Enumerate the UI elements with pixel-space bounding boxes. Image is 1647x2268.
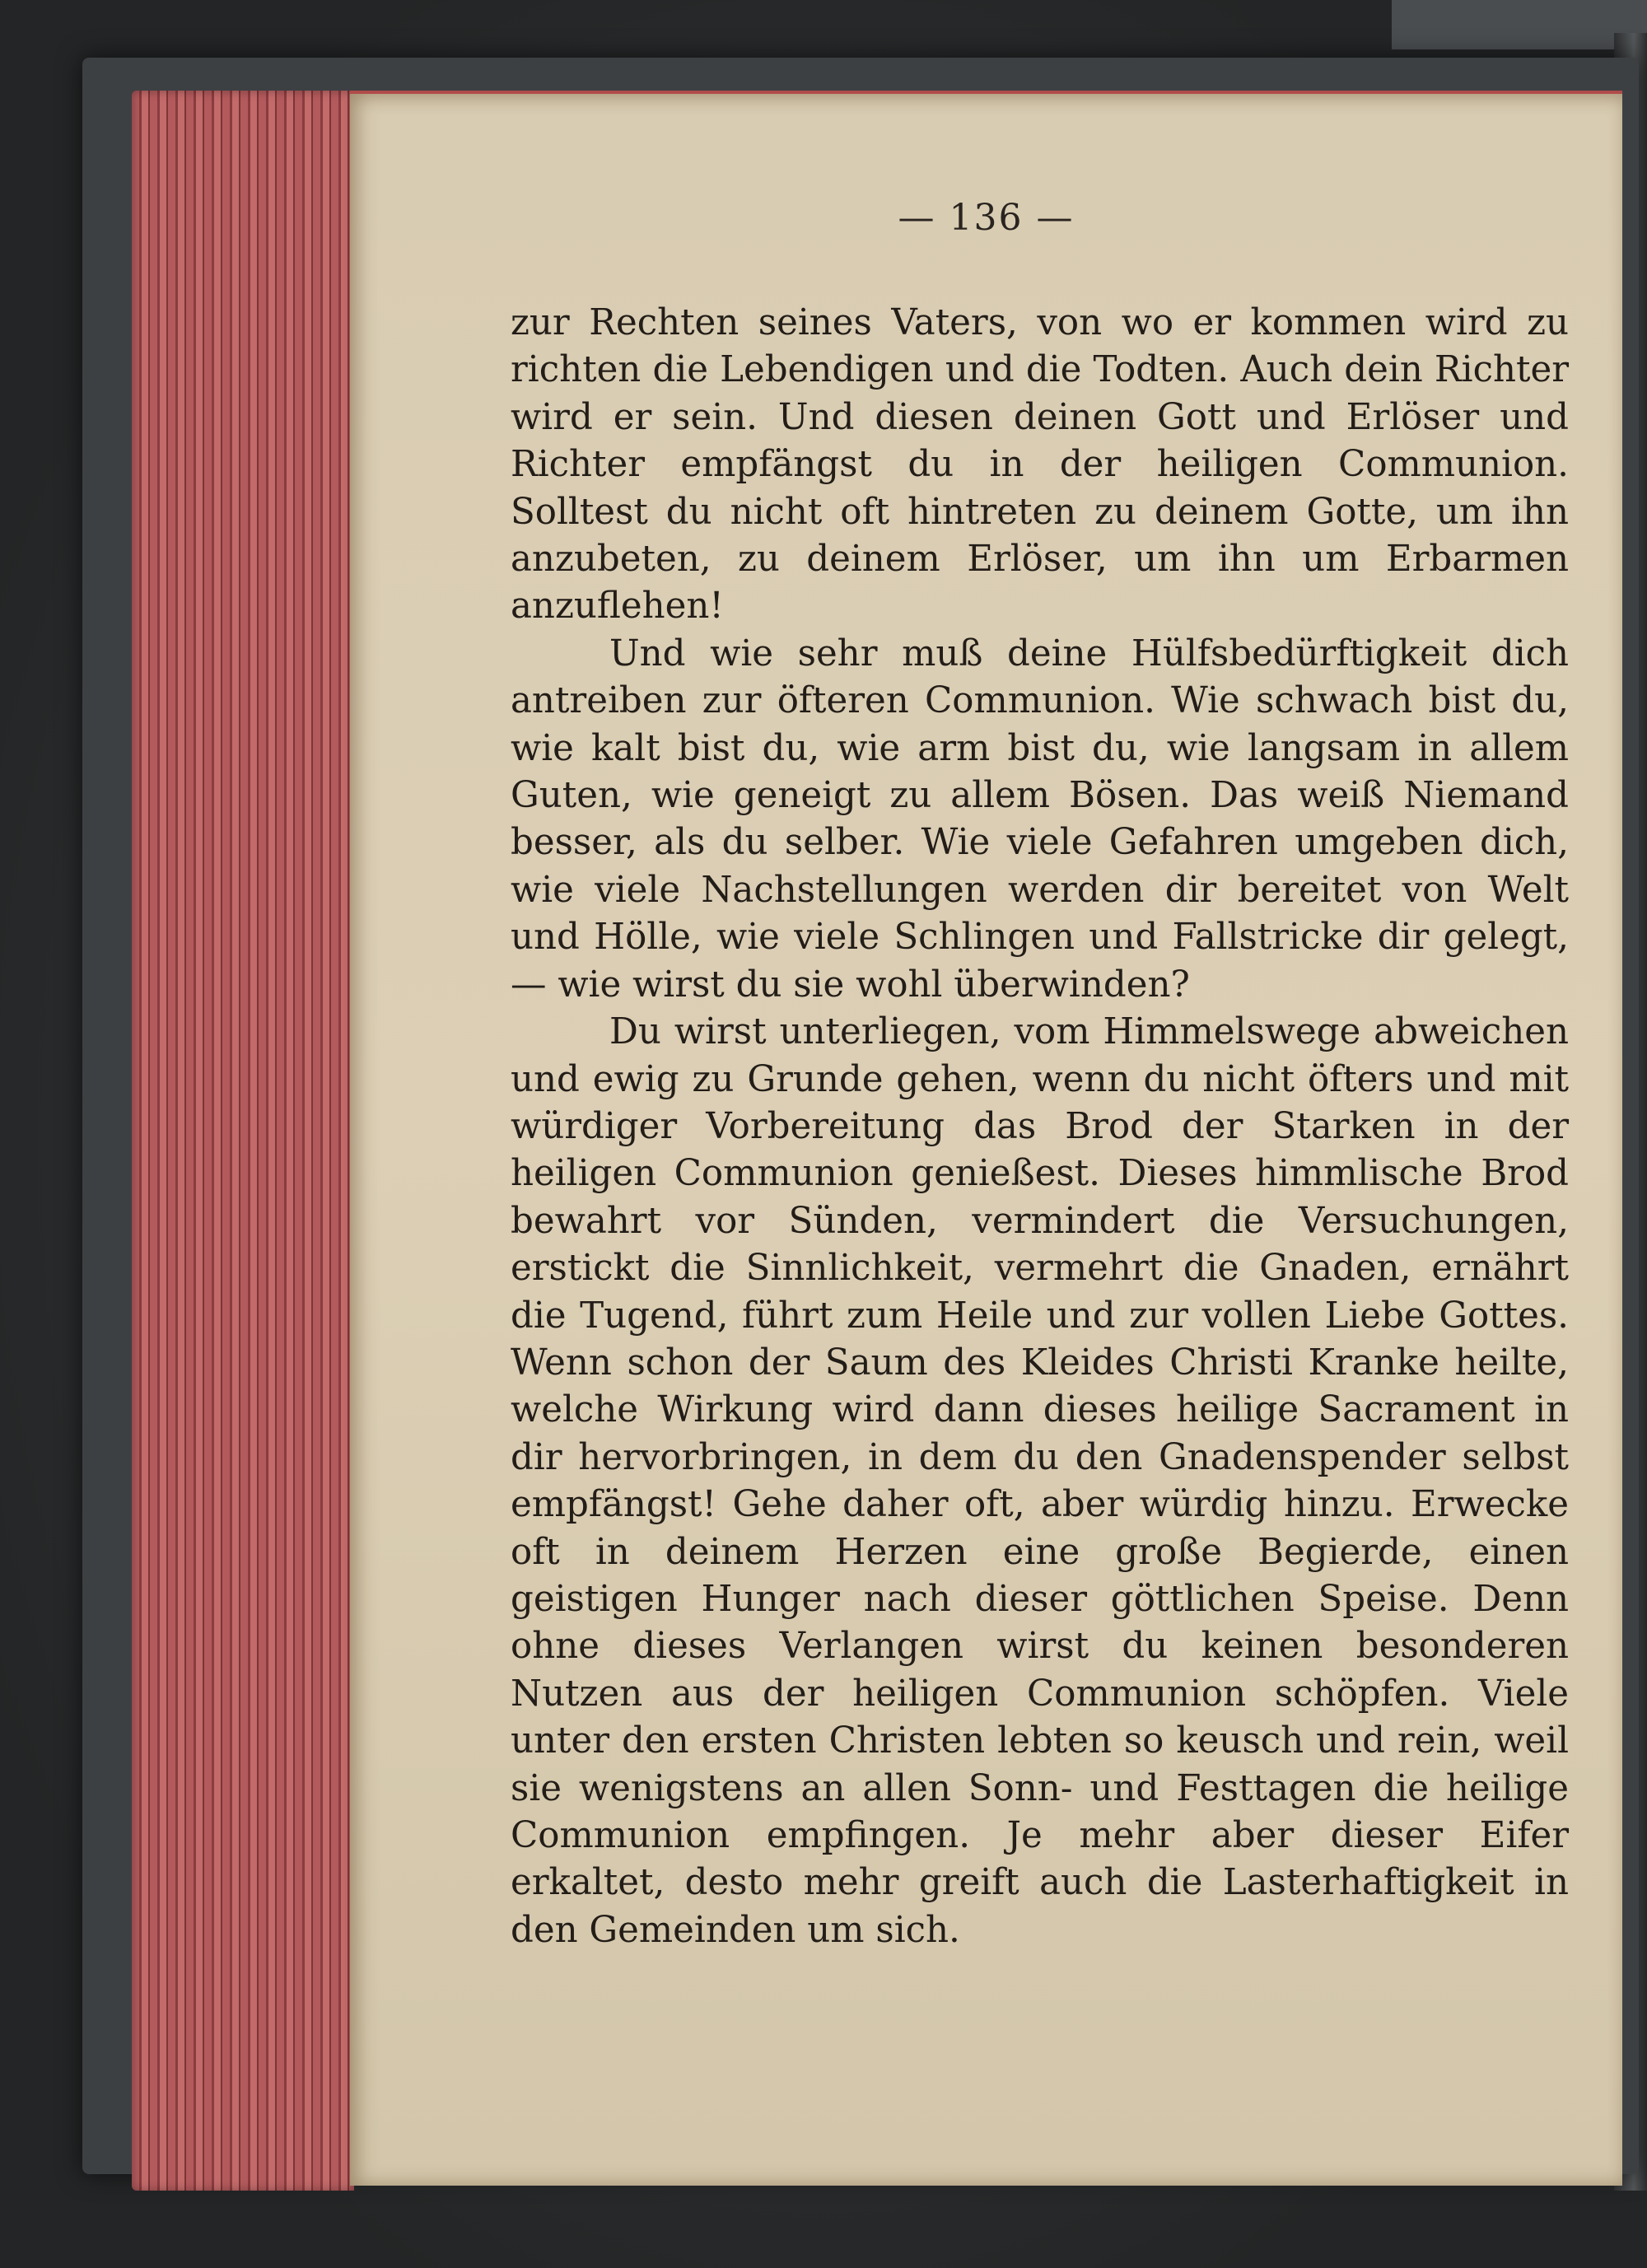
paragraph-2: Und wie sehr muß deine Hülfsbedürftigkeit dich antreiben zur öfteren Communion. Wie schwach bist du, wie kalt bist du, wie arm bist du, wie langsam in allem Guten, wie geneigt zu allem Bösen. Das weiß Niemand besser, als du selber. Wie viele Gefahren umgeben dich, wie viele Nachstellungen werden dir bereitet von Welt und Hölle, wie viele Schlingen und Fallstricke dir gelegt, — wie wirst du sie wohl überwinden?	[511, 632, 1569, 1006]
paragraph-1: zur Rechten seines Vaters, von wo er kommen wird zu richten die Lebendigen und die Todten. Auch dein Richter wird er sein. Und diesen deinen Gott und Erlöser und Richter empfängst du in der heiligen Communion. Solltest du nicht oft hintreten zu deinem Gotte, um ihn anzubeten, zu deinem Erlöser, um ihn um Erbarmen anzuflehen!	[511, 302, 1569, 628]
page-text	[511, 300, 1569, 1954]
page-number: — 136 —	[898, 197, 1075, 239]
book-page-edges	[132, 91, 354, 2191]
paragraph-3: Du wirst unterliegen, vom Himmelswege abweichen und ewig zu Grunde gehen, wenn du nicht öfters und mit würdiger Vorbereitung das Brod der Starken in der heiligen Communion genießest. Dieses himmlische Brod bewahrt vor Sünden, vermindert die Versuchungen, erstickt die Sinnlichkeit, vermehrt die Gnaden, ernährt die Tugend, führt zum Heile und zur vollen Liebe Gottes. Wenn schon der Saum des Kleides Christi Kranke heilte, welche Wirkung wird dann dieses heilige Sacrament in dir hervorbringen, in dem du den Gnadenspender selbst empfängst! Gehe daher oft, aber würdig hinzu. Erwecke oft in deinem Herzen eine große Begierde, einen geistigen Hunger nach dieser göttlichen Speise. Denn ohne dieses Verlangen wirst du keinen besonderen Nutzen aus der heiligen Communion schöpfen. Viele unter den ersten Christen lebten so keusch und rein, weil sie wenigstens an allen Sonn- und Festtagen die heilige Communion empfingen. Je mehr aber dieser Eifer erkaltet, desto mehr greift auch die Lasterhaftigkeit in den Gemeinden um sich.	[511, 1011, 1569, 1951]
scanner-edge-top	[1392, 0, 1647, 49]
book-page	[350, 91, 1622, 2186]
